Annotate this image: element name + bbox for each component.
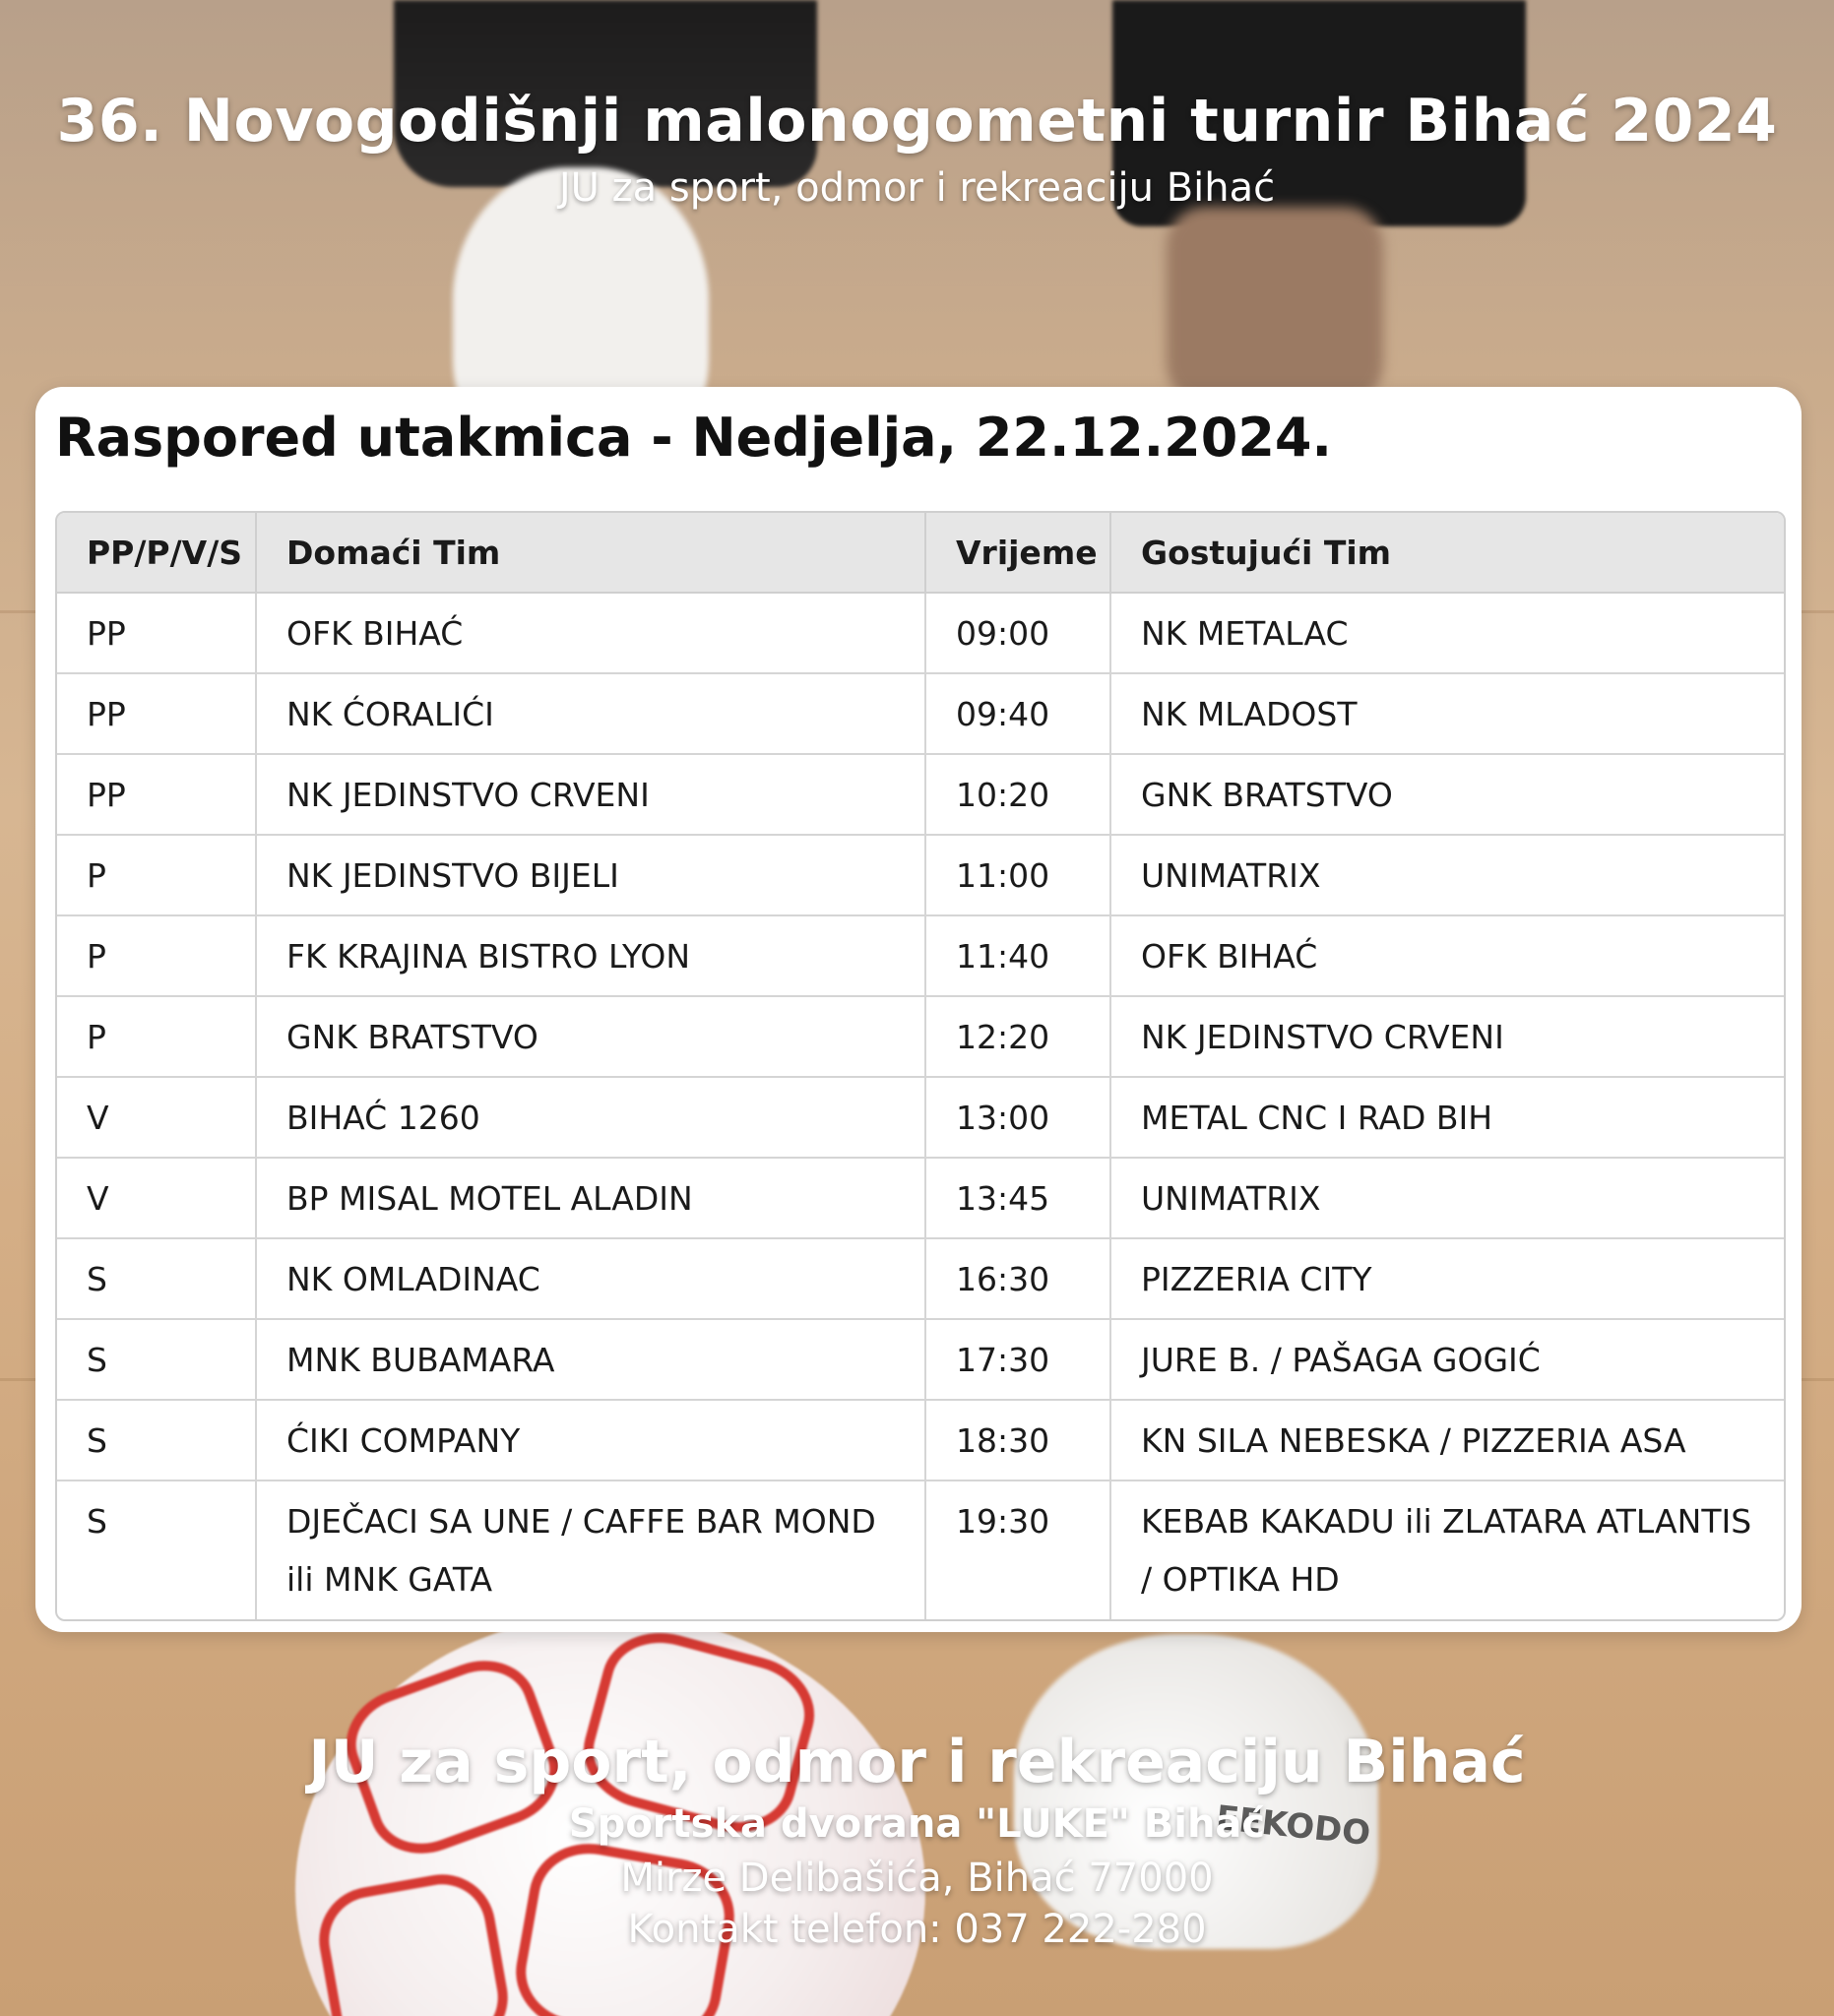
round-cell: V bbox=[57, 1077, 256, 1158]
home-team-cell: NK ĆORALIĆI bbox=[256, 673, 925, 754]
away-team-cell: OFK BIHAĆ bbox=[1110, 915, 1784, 996]
round-cell: P bbox=[57, 996, 256, 1077]
home-team-cell: DJEČACI SA UNE / CAFFE BAR MOND ili MNK GATA bbox=[256, 1480, 925, 1619]
time-cell: 19:30 bbox=[925, 1480, 1110, 1619]
column-header-home-team: Domaći Tim bbox=[256, 513, 925, 593]
time-cell: 12:20 bbox=[925, 996, 1110, 1077]
time-cell: 09:40 bbox=[925, 673, 1110, 754]
round-cell: S bbox=[57, 1480, 256, 1619]
table-row bbox=[57, 1480, 1784, 1619]
table-row bbox=[57, 996, 1784, 1077]
time-cell: 13:45 bbox=[925, 1158, 1110, 1238]
round-cell: PP bbox=[57, 754, 256, 835]
event-subtitle: JU za sport, odmor i rekreaciju Bihać bbox=[558, 165, 1276, 211]
away-team-cell: UNIMATRIX bbox=[1110, 1158, 1784, 1238]
round-cell: S bbox=[57, 1400, 256, 1480]
column-header-round: PP/P/V/S bbox=[57, 513, 256, 593]
away-team-cell: UNIMATRIX bbox=[1110, 835, 1784, 915]
time-cell: 17:30 bbox=[925, 1319, 1110, 1400]
table-row bbox=[57, 835, 1784, 915]
player-leg bbox=[1167, 207, 1383, 404]
home-team-cell: ĆIKI COMPANY bbox=[256, 1400, 925, 1480]
table-row bbox=[57, 593, 1784, 673]
time-cell: 11:40 bbox=[925, 915, 1110, 996]
time-cell: 10:20 bbox=[925, 754, 1110, 835]
time-cell: 09:00 bbox=[925, 593, 1110, 673]
schedule-table bbox=[57, 513, 1784, 1619]
table-header-row bbox=[57, 513, 1784, 593]
column-header-away-team: Gostujući Tim bbox=[1110, 513, 1784, 593]
home-team-cell: NK JEDINSTVO CRVENI bbox=[256, 754, 925, 835]
away-team-cell: NK JEDINSTVO CRVENI bbox=[1110, 996, 1784, 1077]
home-team-cell: OFK BIHAĆ bbox=[256, 593, 925, 673]
away-team-cell: METAL CNC I RAD BIH bbox=[1110, 1077, 1784, 1158]
table-row bbox=[57, 1400, 1784, 1480]
time-cell: 13:00 bbox=[925, 1077, 1110, 1158]
away-team-cell: PIZZERIA CITY bbox=[1110, 1238, 1784, 1319]
time-cell: 18:30 bbox=[925, 1400, 1110, 1480]
table-row bbox=[57, 1238, 1784, 1319]
schedule-table-wrapper bbox=[55, 511, 1786, 1621]
table-row bbox=[57, 1158, 1784, 1238]
table-row bbox=[57, 673, 1784, 754]
shoe-brand-logo: EEKODO bbox=[1214, 1797, 1372, 1855]
table-row bbox=[57, 1319, 1784, 1400]
round-cell: PP bbox=[57, 673, 256, 754]
home-team-cell: BIHAĆ 1260 bbox=[256, 1077, 925, 1158]
footer-venue: Sportska dvorana "LUKE" Bihać bbox=[568, 1801, 1266, 1847]
table-row bbox=[57, 1077, 1784, 1158]
event-title: 36. Novogodišnji malonogometni turnir Bihać 2024 bbox=[56, 87, 1778, 156]
round-cell: S bbox=[57, 1238, 256, 1319]
table-row bbox=[57, 754, 1784, 835]
home-team-cell: NK OMLADINAC bbox=[256, 1238, 925, 1319]
round-cell: S bbox=[57, 1319, 256, 1400]
time-cell: 16:30 bbox=[925, 1238, 1110, 1319]
away-team-cell: GNK BRATSTVO bbox=[1110, 754, 1784, 835]
footer-organization: JU za sport, odmor i rekreaciju Bihać bbox=[308, 1728, 1526, 1796]
home-team-cell: GNK BRATSTVO bbox=[256, 996, 925, 1077]
round-cell: P bbox=[57, 915, 256, 996]
round-cell: PP bbox=[57, 593, 256, 673]
home-team-cell: MNK BUBAMARA bbox=[256, 1319, 925, 1400]
round-cell: P bbox=[57, 835, 256, 915]
table-row bbox=[57, 915, 1784, 996]
footer-phone: Kontakt telefon: 037 222-280 bbox=[627, 1907, 1207, 1952]
schedule-card bbox=[35, 387, 1802, 1632]
footer-address: Mirze Delibašića, Bihać 77000 bbox=[620, 1856, 1214, 1901]
away-team-cell: NK METALAC bbox=[1110, 593, 1784, 673]
time-cell: 11:00 bbox=[925, 835, 1110, 915]
away-team-cell: NK MLADOST bbox=[1110, 673, 1784, 754]
away-team-cell: KEBAB KAKADU ili ZLATARA ATLANTIS / OPTIKA HD bbox=[1141, 1502, 1752, 1599]
round-cell: V bbox=[57, 1158, 256, 1238]
home-team-cell: FK KRAJINA BISTRO LYON bbox=[256, 915, 925, 996]
home-team-cell: NK JEDINSTVO BIJELI bbox=[256, 835, 925, 915]
schedule-title: Raspored utakmica - Nedjelja, 22.12.2024. bbox=[55, 407, 1332, 469]
away-team-cell: JURE B. / PAŠAGA GOGIĆ bbox=[1110, 1319, 1784, 1400]
away-team-cell: KN SILA NEBESKA / PIZZERIA ASA bbox=[1110, 1400, 1784, 1480]
home-team-cell: BP MISAL MOTEL ALADIN bbox=[256, 1158, 925, 1238]
column-header-time: Vrijeme bbox=[925, 513, 1110, 593]
